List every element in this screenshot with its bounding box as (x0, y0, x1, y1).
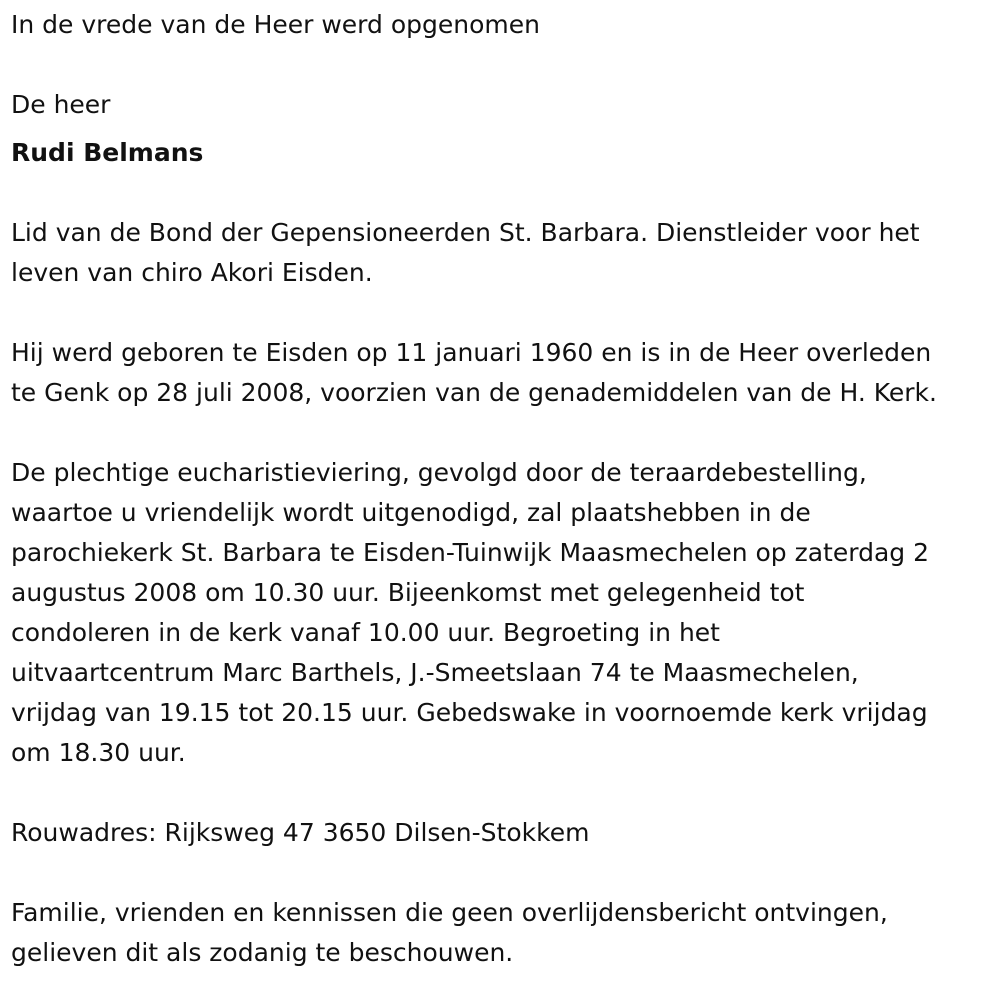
ceremony-line: De plechtige eucharistieviering, gevolgd door de teraardebestelling, (11, 458, 867, 487)
deceased-name: Rudi Belmans (11, 138, 204, 167)
intro-text: In de vrede van de Heer werd opgenomen (11, 10, 540, 39)
membership-line: leven van chiro Akori Eisden. (11, 258, 373, 287)
birth-death-line: te Genk op 28 juli 2008, voorzien van de genademiddelen van de H. Kerk. (11, 378, 937, 407)
ceremony-line: augustus 2008 om 10.30 uur. Bijeenkomst met gelegenheid tot (11, 578, 805, 607)
ceremony-line: vrijdag van 19.15 tot 20.15 uur. Gebedswake in voornoemde kerk vrijdag (11, 698, 928, 727)
salutation: De heer (11, 90, 111, 119)
mourning-address: Rouwadres: Rijksweg 47 3650 Dilsen-Stokkem (11, 818, 590, 847)
ceremony-line: om 18.30 uur. (11, 738, 186, 767)
membership-line: Lid van de Bond der Gepensioneerden St. Barbara. Dienstleider voor het (11, 218, 920, 247)
family-note-line: gelieven dit als zodanig te beschouwen. (11, 938, 514, 967)
ceremony-line: uitvaartcentrum Marc Barthels, J.-Smeetslaan 74 te Maasmechelen, (11, 658, 859, 687)
ceremony-line: parochiekerk St. Barbara te Eisden-Tuinwijk Maasmechelen op zaterdag 2 (11, 538, 929, 567)
ceremony-line: waartoe u vriendelijk wordt uitgenodigd, zal plaatshebben in de (11, 498, 811, 527)
ceremony-line: condoleren in de kerk vanaf 10.00 uur. Begroeting in het (11, 618, 720, 647)
family-note-line: Familie, vrienden en kennissen die geen overlijdensbericht ontvingen, (11, 898, 888, 927)
birth-death-line: Hij werd geboren te Eisden op 11 januari 1960 en is in de Heer overleden (11, 338, 932, 367)
